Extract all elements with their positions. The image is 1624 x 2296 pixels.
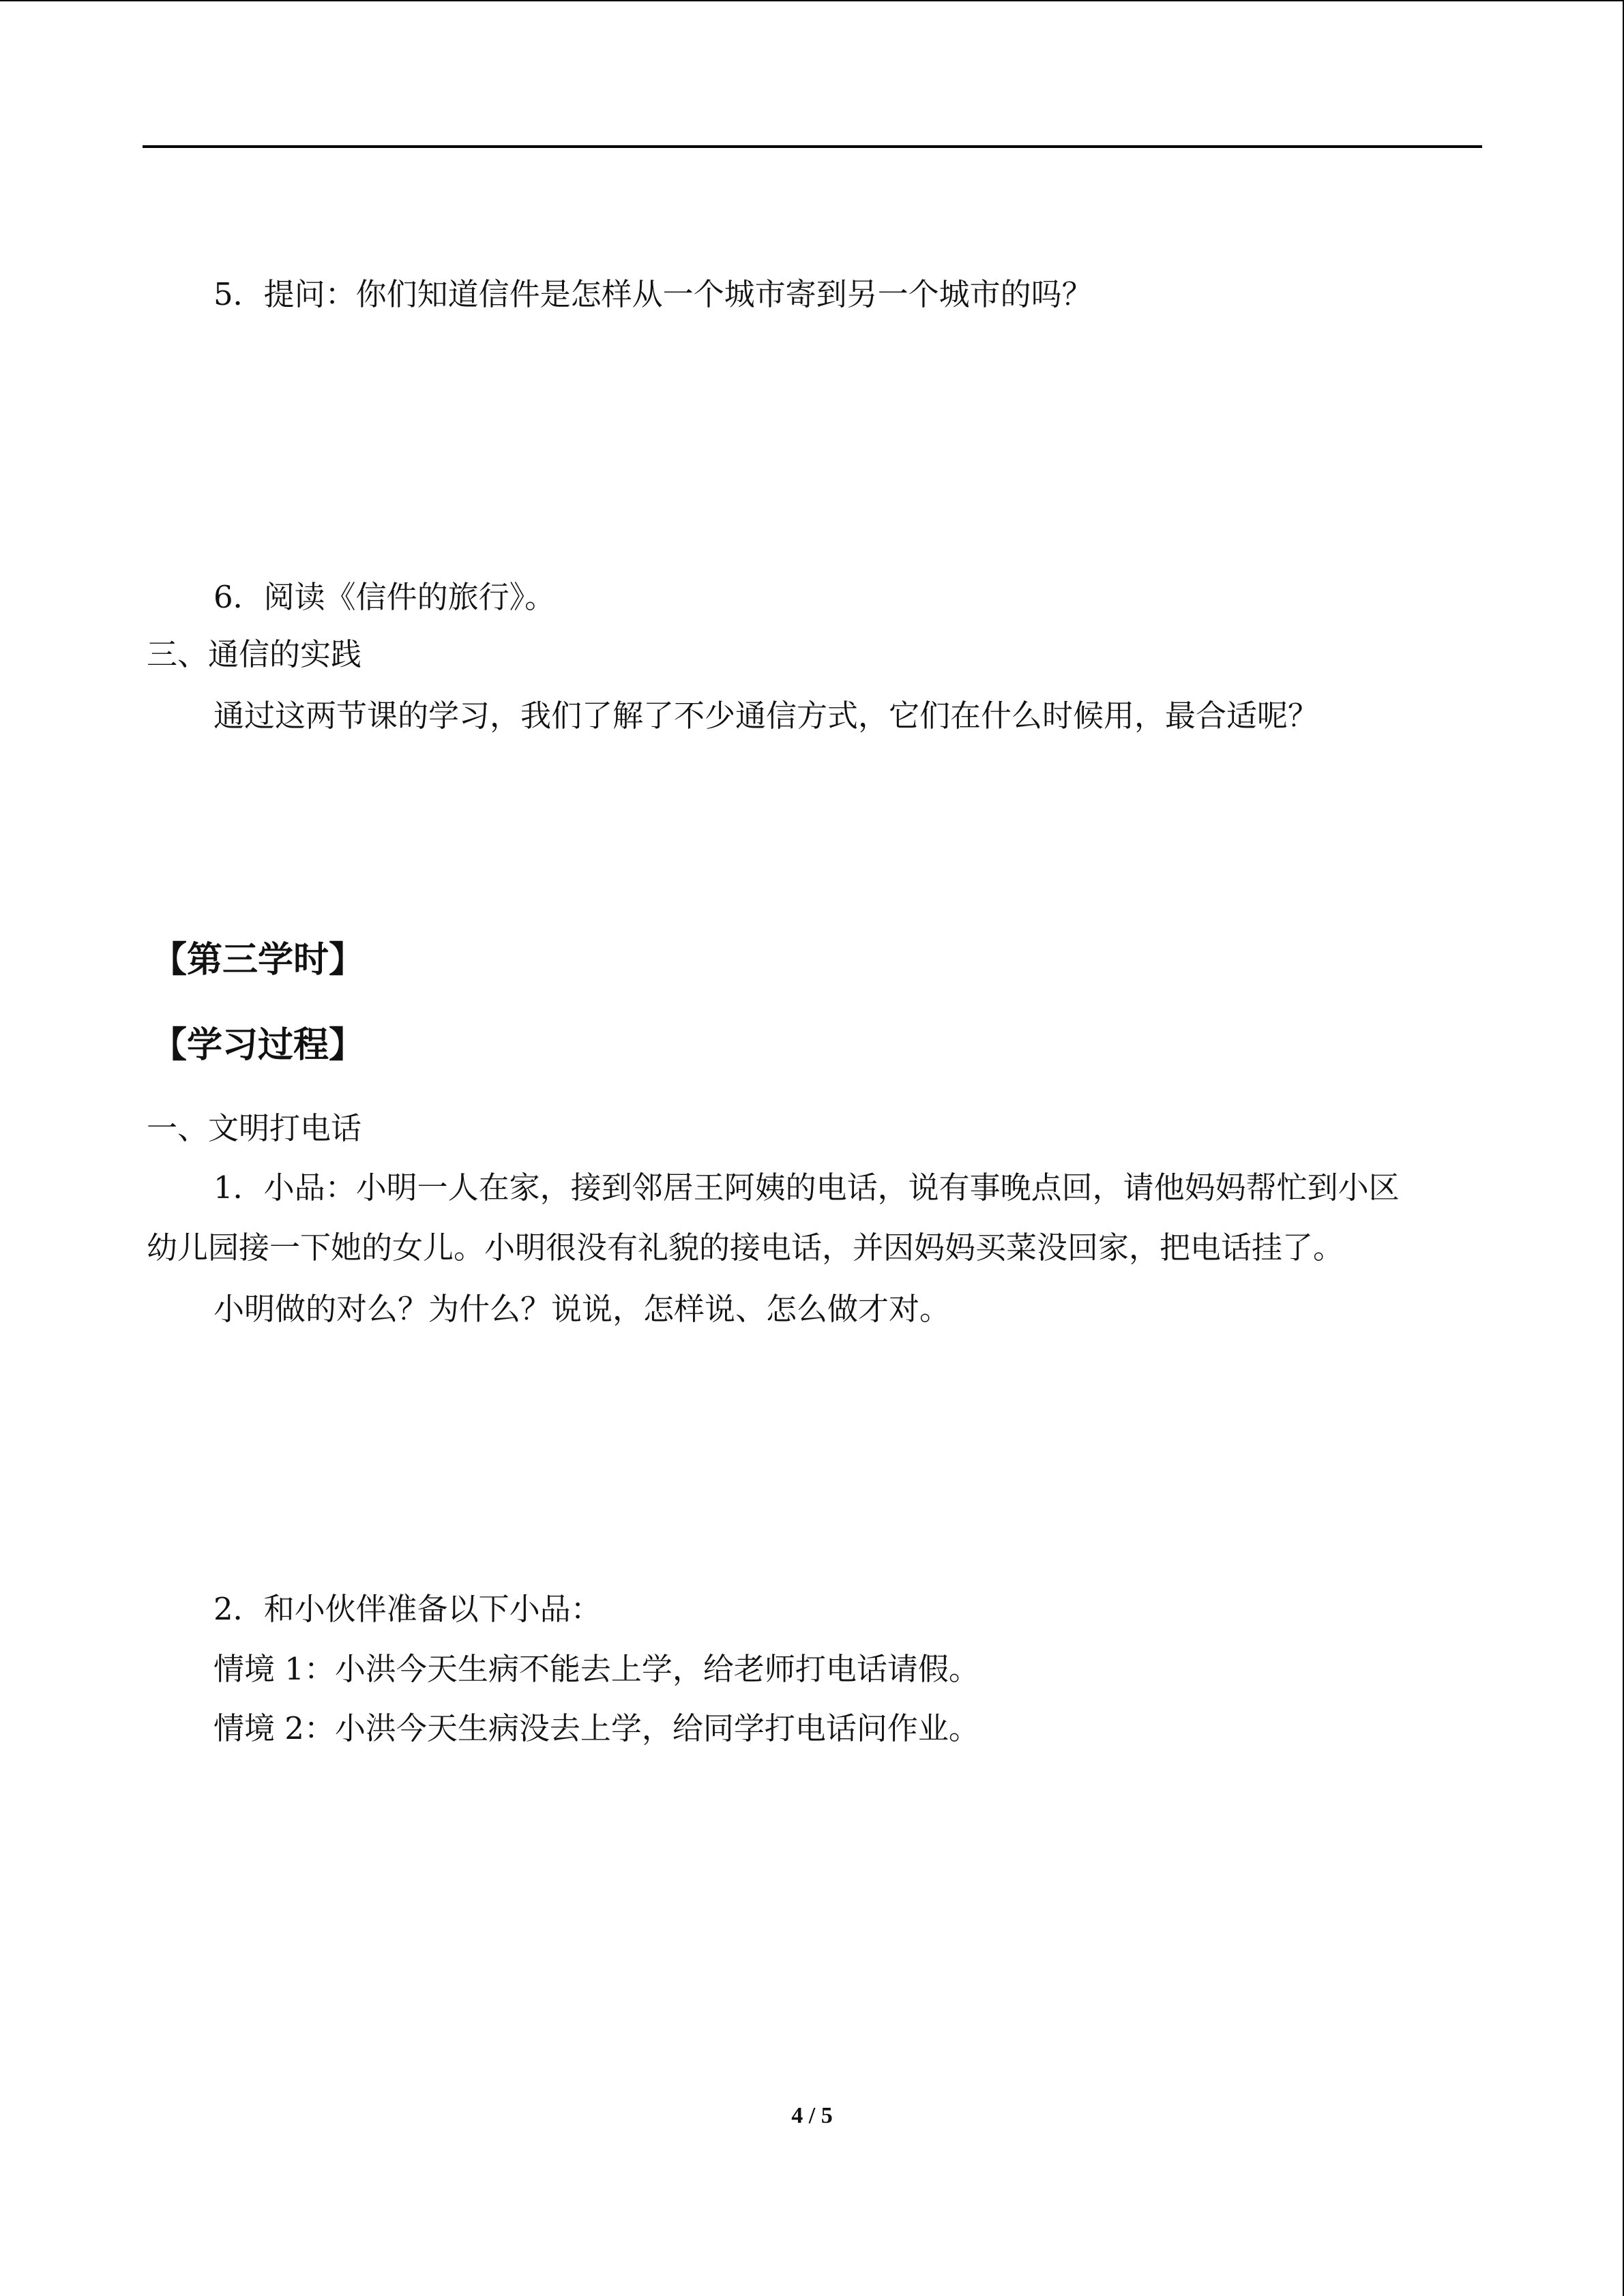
item-2: 2．和小伙伴准备以下小品： [213,1591,602,1627]
scenario-2: 情境 2：小洪今天生病没去上学，给同学打电话问作业。 [213,1710,979,1746]
item-1-line-2: 幼儿园接一下她的女儿。小明很没有礼貌的接电话，并因妈妈买菜没回家，把电话挂了。 [147,1229,1344,1266]
heading-learning-process: 【学习过程】 [151,1025,365,1066]
section-3-text: 通过这两节课的学习，我们了解了不少通信方式，它们在什么时候用，最合适呢？ [213,698,1319,734]
page-number: 4 / 5 [791,2103,833,2128]
section-3-title: 三、通信的实践 [147,636,362,672]
header-rule [143,145,1482,148]
question-5: 5．提问：你们知道信件是怎样从一个城市寄到另一个城市的吗？ [213,276,1093,312]
item-6-reading: 6．阅读《信件的旅行》。 [213,579,556,615]
scenario-1: 情境 1：小洪今天生病不能去上学，给老师打电话请假。 [213,1651,979,1687]
section-1-title: 一、文明打电话 [147,1110,362,1146]
item-1-question: 小明做的对么？为什么？说说，怎样说、怎么做才对。 [213,1291,951,1327]
heading-third-period: 【第三学时】 [151,940,365,981]
item-1-line-1: 1．小品：小明一人在家，接到邻居王阿姨的电话，说有事晚点回，请他妈妈帮忙到小区 [213,1169,1400,1206]
